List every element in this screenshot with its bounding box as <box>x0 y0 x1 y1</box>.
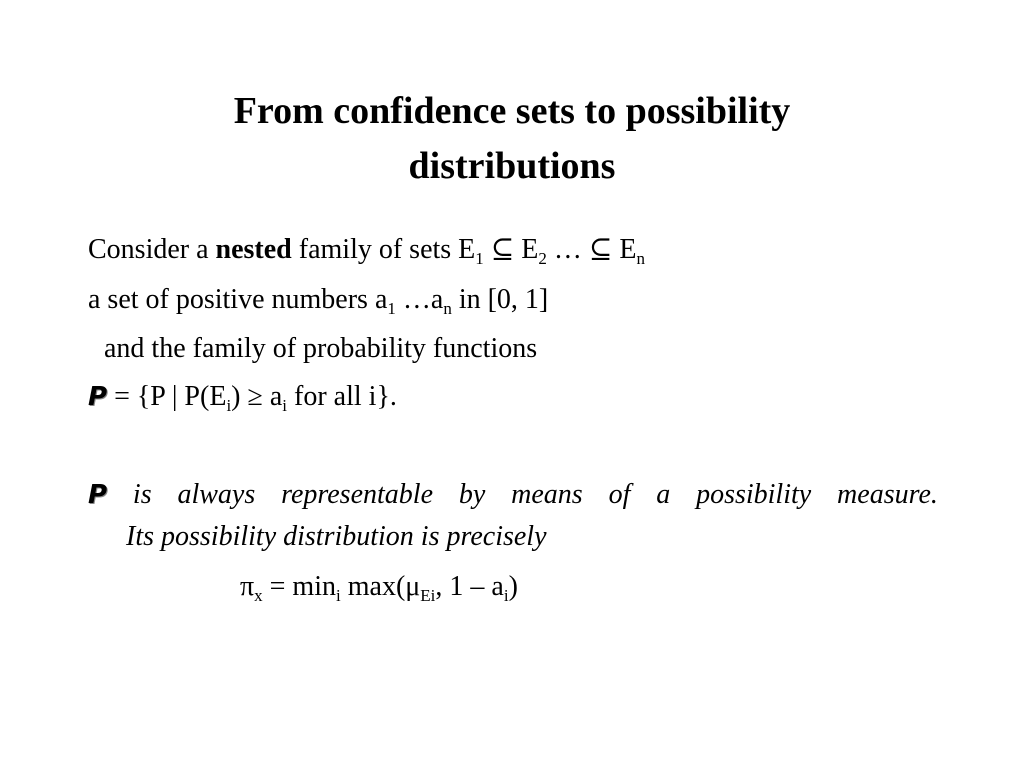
subscript: Ei <box>420 586 436 605</box>
subscript: i <box>503 586 509 605</box>
word: always <box>177 479 256 510</box>
word: a <box>656 479 671 510</box>
script-p-symbol: P <box>88 382 108 412</box>
subscript: n <box>443 299 452 318</box>
subscript: i <box>226 396 232 415</box>
text-segment: max(μ <box>340 571 421 602</box>
word: measure. <box>837 479 938 510</box>
nested-family-line <box>88 234 645 266</box>
positive-numbers-line <box>88 284 548 316</box>
text-segment: Consider a <box>88 234 216 265</box>
subscript: x <box>254 586 263 605</box>
title-line-2: distributions <box>408 145 616 187</box>
subscript: 1 <box>475 249 484 268</box>
subscript: n <box>636 249 645 268</box>
text-segment: in [0, 1] <box>451 284 549 315</box>
probability-functions-line: and the family of probability functions <box>104 333 538 364</box>
subscript: 1 <box>387 299 396 318</box>
slide-title <box>60 84 964 194</box>
script-p-symbol: P <box>88 480 108 510</box>
text-segment: = min <box>262 571 336 602</box>
subscript: i <box>282 396 288 415</box>
word: is <box>132 479 152 510</box>
text-segment: = {P | P(E <box>107 381 227 412</box>
word: possibility <box>696 479 812 510</box>
justified-line <box>88 479 938 511</box>
word: of <box>608 479 631 510</box>
text-segment: ) <box>508 571 518 602</box>
word: representable <box>281 479 433 510</box>
representable-statement <box>88 479 938 511</box>
possibility-formula <box>240 571 518 603</box>
text-segment: ) ≥ a <box>231 381 283 412</box>
subscript: i <box>336 586 341 605</box>
nested-keyword: nested <box>215 234 292 265</box>
subset-symbol: … ⊆ E <box>546 234 637 265</box>
text-segment: a set of positive numbers a <box>88 284 388 315</box>
subscript: 2 <box>538 249 547 268</box>
word: means <box>511 479 583 510</box>
text-segment: …a <box>395 284 444 315</box>
text-segment: family of sets E <box>291 234 476 265</box>
probability-family-definition <box>88 381 397 413</box>
title-line-1: From confidence sets to possibility <box>233 90 791 132</box>
word: by <box>458 479 486 510</box>
text-segment: for all i}. <box>287 381 397 412</box>
subset-symbol: ⊆ E <box>483 234 539 265</box>
possibility-distribution-line: Its possibility distribution is precisely <box>126 521 547 552</box>
text-segment: , 1 – a <box>435 571 504 602</box>
pi-symbol: π <box>240 571 255 602</box>
